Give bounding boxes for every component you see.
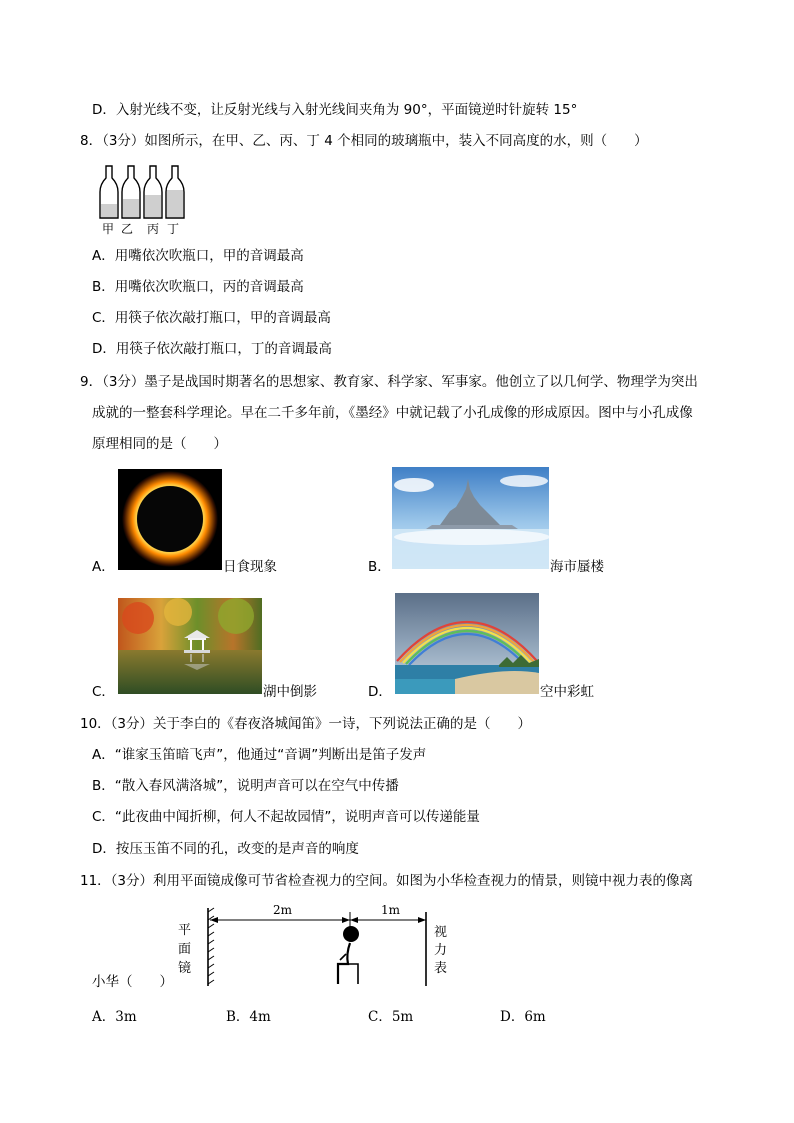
q8-option-b: B．用嘴依次吹瓶口，丙的音调最高 xyxy=(92,279,304,295)
q9-stem-line2: 成就的一整套科学理论。早在二千多年前，《墨经》中就记载了小孔成像的形成原因。图中与小孔成像 xyxy=(92,405,693,421)
q11-option-c: C．5m xyxy=(368,1009,414,1025)
q11-option-a: A．3m xyxy=(92,1009,137,1025)
q9-option-b-caption: 海市蜃楼 xyxy=(550,559,604,575)
rainbow-image xyxy=(395,593,539,694)
q11-stem-tail: 小华（ ） xyxy=(92,974,173,990)
bottle-ding xyxy=(166,166,184,218)
q9-stem-line3: 原理相同的是（ ） xyxy=(92,436,227,452)
q9-option-d-caption: 空中彩虹 xyxy=(540,684,594,700)
q9-option-c-caption: 湖中倒影 xyxy=(263,684,317,700)
q8-bottles-figure xyxy=(96,162,192,236)
bottle-label-jia: 甲 xyxy=(102,222,115,236)
q9-option-d-letter: D． xyxy=(368,684,392,700)
dist-right-label: 1m xyxy=(381,903,401,917)
lake-reflection-image xyxy=(118,598,262,694)
q7-option-d: D．入射光线不变，让反射光线与入射光线间夹角为 90°，平面镜逆时针旋转 15° xyxy=(92,102,578,118)
mirror-label-2: 面 xyxy=(178,942,192,957)
q9-option-a-caption: 日食现象 xyxy=(223,559,277,575)
mirage-image xyxy=(392,467,549,569)
q9-option-c-letter: C． xyxy=(92,684,115,700)
q10-option-c: C．“此夜曲中闻折柳，何人不起故园情”，说明声音可以传递能量 xyxy=(92,809,480,825)
q9-stem-line1: 9．（3分）墨子是战国时期著名的思想家、教育家、科学家、军事家。他创立了以几何学、物理学为突出 xyxy=(80,374,698,390)
bottle-label-bing: 丙 xyxy=(147,222,160,236)
q10-stem: 10．（3分）关于李白的《春夜洛城闻笛》一诗，下列说法正确的是（ ） xyxy=(80,716,532,732)
q9-option-a-letter: A． xyxy=(92,559,115,575)
dist-left-label: 2m xyxy=(273,903,293,917)
solar-eclipse-image xyxy=(118,469,222,570)
q11-stem: 11．（3分）利用平面镜成像可节省检查视力的空间。如图为小华检查视力的情景，则镜中视力表的像离 xyxy=(80,873,694,889)
mirror-label-3: 镜 xyxy=(178,961,192,976)
bottle-jia xyxy=(100,166,118,218)
q8-stem: 8．（3分）如图所示，在甲、乙、丙、丁 4 个相同的玻璃瓶中，装入不同高度的水，则（ ） xyxy=(80,133,648,149)
eye-test-diagram xyxy=(170,898,460,990)
q11-option-b: B．4m xyxy=(226,1009,271,1025)
q8-option-a: A．用嘴依次吹瓶口，甲的音调最高 xyxy=(92,248,304,264)
q9-option-b-letter: B． xyxy=(368,559,391,575)
seated-person-icon xyxy=(338,926,359,984)
q10-option-d: D．按压玉笛不同的孔，改变的是声音的响度 xyxy=(92,841,359,857)
q8-option-d: D．用筷子依次敲打瓶口，丁的音调最高 xyxy=(92,341,332,357)
bottle-bing xyxy=(144,166,162,218)
bottle-label-ding: 丁 xyxy=(167,222,180,236)
q8-option-c: C．用筷子依次敲打瓶口，甲的音调最高 xyxy=(92,310,331,326)
bottle-yi xyxy=(122,166,140,218)
chart-label-3: 表 xyxy=(434,961,448,976)
chart-label-2: 力 xyxy=(434,943,448,958)
q10-option-b: B．“散入春风满洛城”，说明声音可以在空气中传播 xyxy=(92,778,399,794)
q11-option-d: D．6m xyxy=(500,1009,546,1025)
bottle-label-yi: 乙 xyxy=(121,222,134,236)
mirror-label-1: 平 xyxy=(178,923,192,938)
q10-option-a: A．“谁家玉笛暗飞声”，他通过“音调”判断出是笛子发声 xyxy=(92,747,427,763)
chart-label-1: 视 xyxy=(434,925,448,940)
